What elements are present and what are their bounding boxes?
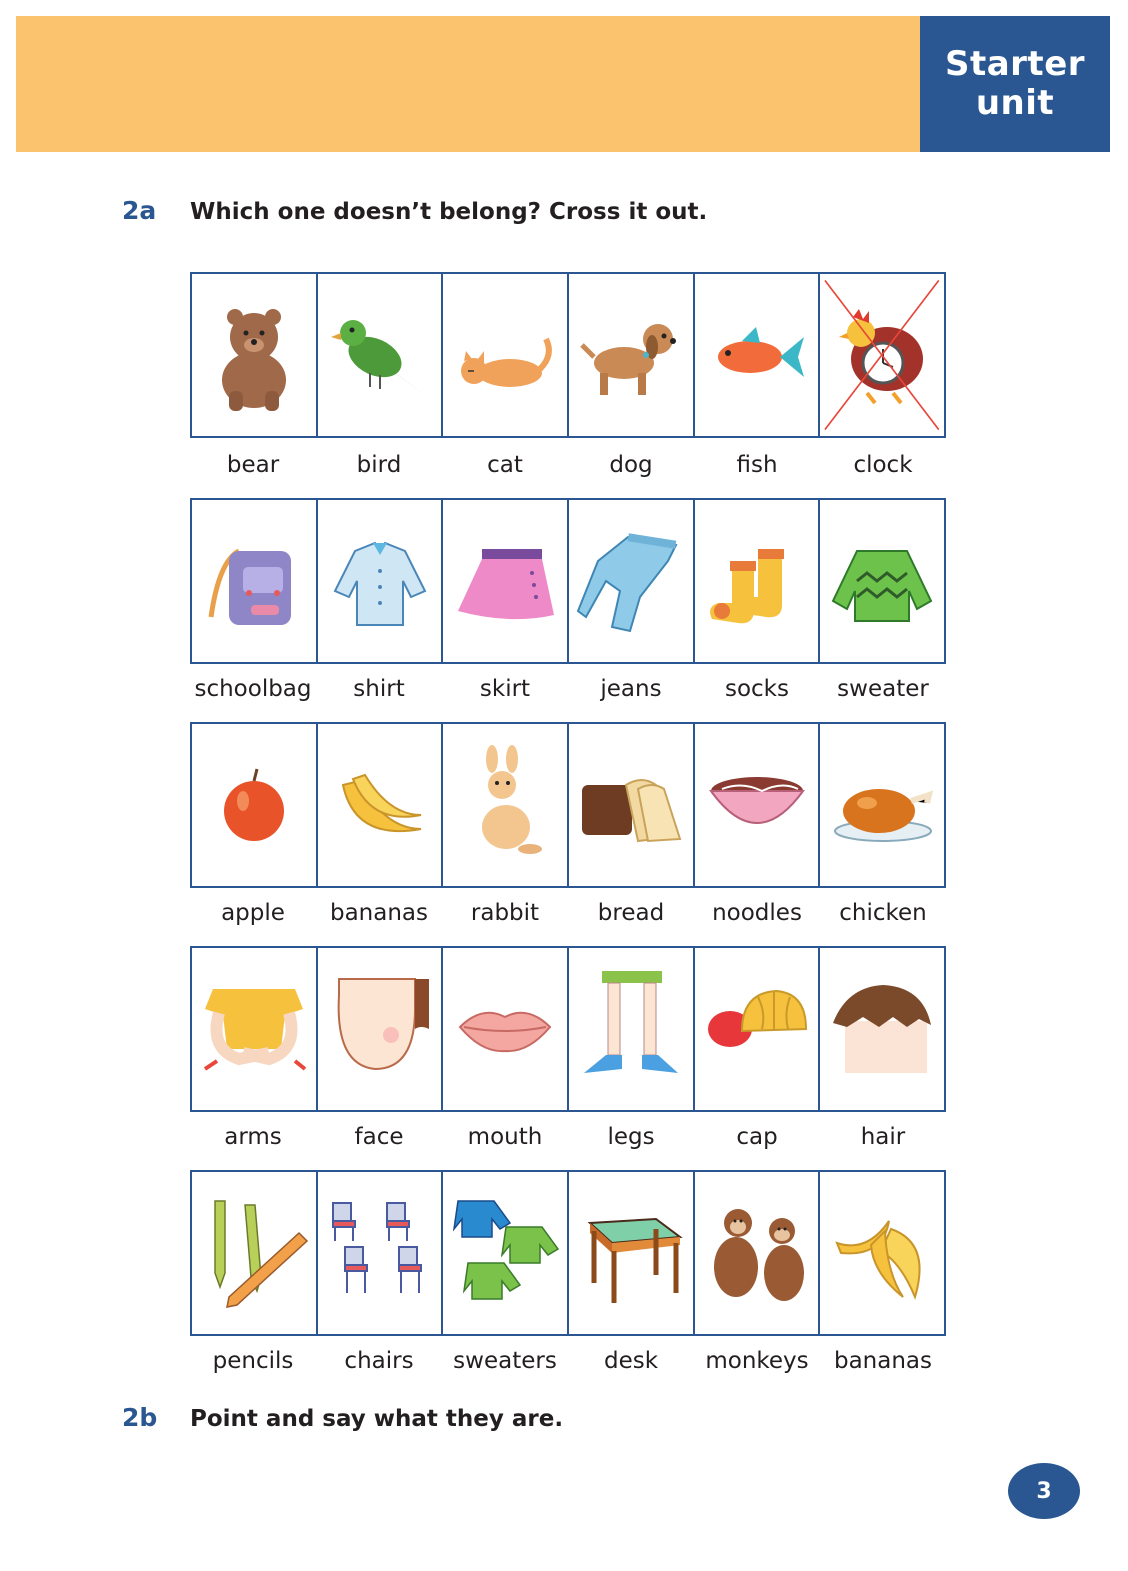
picture-cell-bananas[interactable]: [318, 724, 444, 886]
picture-label: schoolbag: [194, 676, 312, 702]
picture-cell-bear[interactable]: [192, 274, 318, 436]
fish-icon: [702, 295, 812, 415]
sweaters-icon: [450, 1193, 560, 1313]
picture-label: sweater: [837, 676, 929, 702]
picture-row-5: [190, 1170, 946, 1336]
picture-label: chicken: [839, 900, 927, 926]
task-2b-heading: [122, 1403, 563, 1432]
chicken-icon: [827, 745, 937, 865]
picture-cell-sweaters[interactable]: [443, 1172, 569, 1334]
picture-label: bear: [226, 452, 280, 478]
jeans-icon: [576, 521, 686, 641]
dog-icon: [576, 295, 686, 415]
sweater-icon: [827, 521, 937, 641]
picture-cell-desk[interactable]: [569, 1172, 695, 1334]
picture-cell-cat[interactable]: [443, 274, 569, 436]
page-number: 3: [1008, 1463, 1080, 1519]
picture-label: bread: [597, 900, 665, 926]
pencils-icon: [199, 1193, 309, 1313]
bread-icon: [576, 745, 686, 865]
picture-row-4: [190, 946, 946, 1112]
task-number: 2b: [122, 1403, 158, 1432]
picture-label: socks: [724, 676, 789, 702]
picture-label: fish: [736, 452, 778, 478]
picture-cell-dog[interactable]: [569, 274, 695, 436]
shirt-icon: [325, 521, 435, 641]
picture-label: apple: [221, 900, 285, 926]
picture-cell-clock[interactable]: [820, 274, 944, 436]
picture-label: cap: [736, 1124, 778, 1150]
picture-label: face: [354, 1124, 404, 1150]
picture-cell-rabbit[interactable]: [443, 724, 569, 886]
picture-label: monkeys: [705, 1348, 809, 1374]
picture-cell-legs[interactable]: [569, 948, 695, 1110]
apple-icon: [199, 745, 309, 865]
picture-label: jeans: [600, 676, 662, 702]
picture-cell-bananas-2[interactable]: [820, 1172, 944, 1334]
picture-label: rabbit: [470, 900, 540, 926]
top-banner: [16, 16, 920, 152]
picture-cell-cap[interactable]: [695, 948, 821, 1110]
picture-cell-sweater[interactable]: [820, 500, 944, 662]
task-2a-heading: [122, 196, 707, 225]
picture-label: shirt: [353, 676, 405, 702]
picture-cell-socks[interactable]: [695, 500, 821, 662]
picture-cell-fish[interactable]: [695, 274, 821, 436]
bear-icon: [199, 295, 309, 415]
legs-icon: [576, 969, 686, 1089]
bird-icon: [325, 295, 435, 415]
picture-cell-monkeys[interactable]: [695, 1172, 821, 1334]
picture-cell-skirt[interactable]: [443, 500, 569, 662]
socks-icon: [702, 521, 812, 641]
picture-row-2: [190, 498, 946, 664]
task-instruction: Point and say what they are.: [190, 1406, 564, 1432]
picture-label: sweaters: [453, 1348, 557, 1374]
unit-title-line2: unit: [975, 83, 1055, 123]
picture-row-3: [190, 722, 946, 888]
label-row-4: [190, 1124, 946, 1150]
picture-label: bananas: [833, 1348, 933, 1374]
bananas-icon: [827, 1193, 937, 1313]
picture-cell-bread[interactable]: [569, 724, 695, 886]
picture-label: clock: [853, 452, 913, 478]
picture-cell-shirt[interactable]: [318, 500, 444, 662]
cap-icon: [702, 969, 812, 1089]
picture-label: legs: [607, 1124, 655, 1150]
unit-tab: [920, 16, 1110, 152]
picture-cell-noodles[interactable]: [695, 724, 821, 886]
unit-title-line1: Starter: [944, 44, 1086, 84]
picture-cell-arms[interactable]: [192, 948, 318, 1110]
skirt-icon: [450, 521, 560, 641]
task-number: 2a: [122, 196, 157, 225]
picture-label: noodles: [712, 900, 802, 926]
picture-label: cat: [487, 452, 523, 478]
rabbit-icon: [450, 745, 560, 865]
label-row-5: [190, 1348, 946, 1374]
label-row-3: [190, 900, 946, 926]
picture-label: arms: [224, 1124, 282, 1150]
mouth-icon: [450, 969, 560, 1089]
picture-cell-mouth[interactable]: [443, 948, 569, 1110]
picture-row-1: [190, 272, 946, 438]
picture-cell-chicken[interactable]: [820, 724, 944, 886]
picture-label: dog: [609, 452, 653, 478]
chairs-icon: [325, 1193, 435, 1313]
cross-out-mark: [820, 274, 944, 436]
arms-icon: [199, 969, 309, 1089]
picture-cell-hair[interactable]: [820, 948, 944, 1110]
label-row-1: [190, 452, 946, 478]
picture-label: mouth: [467, 1124, 543, 1150]
picture-cell-schoolbag[interactable]: [192, 500, 318, 662]
picture-label: skirt: [479, 676, 531, 702]
label-row-2: [190, 676, 946, 702]
monkeys-icon: [702, 1193, 812, 1313]
picture-cell-pencils[interactable]: [192, 1172, 318, 1334]
face-icon: [325, 969, 435, 1089]
schoolbag-icon: [199, 521, 309, 641]
picture-label: bird: [356, 452, 402, 478]
noodles-icon: [702, 745, 812, 865]
bananas-icon: [325, 745, 435, 865]
picture-label: desk: [603, 1348, 659, 1374]
picture-label: pencils: [212, 1348, 294, 1374]
picture-cell-apple[interactable]: [192, 724, 318, 886]
cat-icon: [450, 295, 560, 415]
hair-icon: [827, 969, 937, 1089]
picture-label: bananas: [329, 900, 429, 926]
picture-label: chairs: [344, 1348, 414, 1374]
picture-cell-bird[interactable]: [318, 274, 444, 436]
desk-icon: [576, 1193, 686, 1313]
picture-cell-chairs[interactable]: [318, 1172, 444, 1334]
task-instruction: Which one doesn’t belong? Cross it out.: [190, 199, 708, 225]
picture-cell-face[interactable]: [318, 948, 444, 1110]
picture-cell-jeans[interactable]: [569, 500, 695, 662]
picture-label: hair: [860, 1124, 906, 1150]
